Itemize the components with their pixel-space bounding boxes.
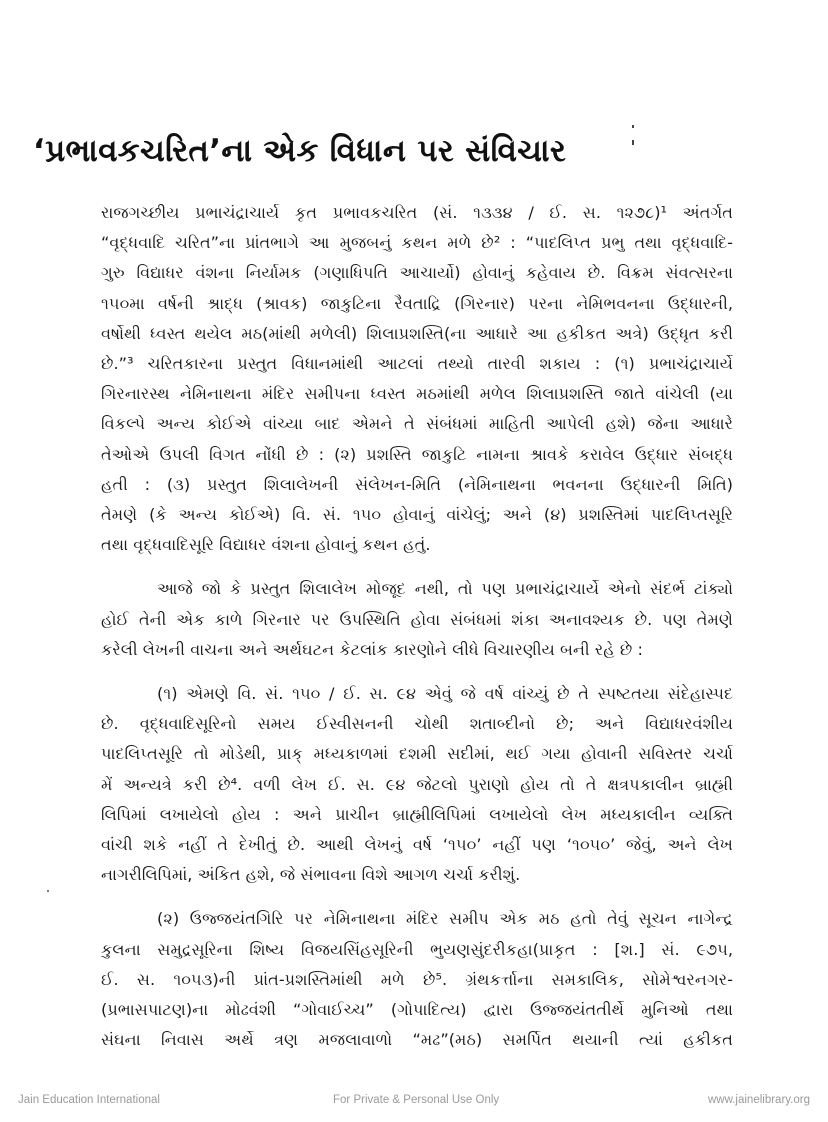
text-line: વિકલ્પે અન્ય કોઈએ વાંચ્યા બાદ એમને તે સંબંધમાં માહિતી આપેલી હશે) જેના આધારે	[101, 414, 733, 434]
paragraph-1	[101, 198, 733, 560]
text-line: ગિરનારસ્થ નેમિનાથના મંદિર સમીપના ધ્વસ્ત મઠમાંથી મળેલ શિલાપ્રશસ્તિ જાતે વાંચેલી (યા	[101, 384, 733, 404]
scan-speck	[632, 140, 634, 145]
text-line: તેમણે (કે અન્ય કોઈએ) વિ. સં. ૧૫૦ હોવાનું વાંચેલું; અને (૪) પ્રશસ્તિમાં પાદલિપ્તસૂરિ	[101, 505, 733, 525]
text-line: છે.”³ ચરિતકારના પ્રસ્તુત વિધાનમાંથી આટલાં તથ્યો તારવી શકાય : (૧) પ્રભાચંદ્રાચાર્યે	[101, 354, 733, 374]
text-line: વાંચી શકે નહીં તે દેખીતું છે. આથી લેખનું વર્ષ ‘૧૫૦’ નહીં પણ ‘૧૦૫૦’ જેવું, અને લેખ	[101, 835, 733, 855]
text-line: (પ્રભાસપાટણ)ના મોઢવંશી “ગોવાઈચ્ચ” (ગોપાદિત્ય) દ્વારા ઉજ્જયંતતીર્થે મુનિઓ તથા	[101, 1000, 733, 1020]
text-line: ૧૫૦મા વર્ષની શ્રાદ્ધ (શ્રાવક) જાકુટિના રૈવતાદ્રિ (ગિરનાર) પરના નેમિભવનના ઉદ્ધારની,	[101, 293, 733, 313]
text-line: તેઓએ ઉપલી વિગત નોંધી છે : (૨) પ્રશસ્તિ જાકુટિ નામના શ્રાવકે કરાવેલ ઉદ્ધાર સંબદ્ધ	[101, 444, 733, 464]
paragraph-3	[101, 679, 733, 890]
text-line: કુલના સમુદ્રસૂરિના શિષ્ય વિજયસિંહસૂરિની ભુયણસુંદરીકહા(પ્રાકૃત : [શ.] સં. ૯૭૫,	[101, 939, 733, 959]
text-line: તથા વૃદ્ધવાદિસૂરિ વિદ્યાધર વંશના હોવાનું કથન હતું.	[101, 535, 431, 555]
footer-website-link[interactable]: www.jainelibrary.org	[707, 1094, 810, 1106]
text-line: કરેલી લેખની વાચના અને અર્થઘટન કેટલાંક કારણોને લીધે વિચારણીય બની રહે છે :	[101, 639, 643, 659]
article-body	[101, 198, 733, 1055]
text-line: વર્ષોથી ધ્વસ્ત થયેલ મઠ(માંથી મળેલી) શિલાપ્રશસ્તિ(ના આધારે આ હકીકત અત્રે) ઉદ્ધૃત કરી	[101, 323, 733, 343]
text-line: આજે જો કે પ્રસ્તુત શિલાલેખ મોજૂદ નથી, તો પણ પ્રભાચંદ્રાચાર્યે એનો સંદર્ભ ટાંક્યો	[157, 579, 733, 599]
text-line: રાજગચ્છીય પ્રભાચંદ્રાચાર્ય કૃત પ્રભાવકચરિત (સં. ૧૩૩૪ / ઈ. સ. ૧૨૭૮)¹ અંતર્ગત	[101, 203, 733, 222]
text-line: નાગરીલિપિમાં, અંકિત હશે, જે સંભાવના વિશે આગળ ચર્ચા કરીશું.	[101, 865, 521, 885]
footer-usage-notice: For Private & Personal Use Only	[333, 1094, 500, 1106]
text-line: “વૃદ્ધવાદિ ચરિત”ના પ્રાંતભાગે આ મુજબનું કથન મળે છે² : “પાદલિપ્ત પ્રભુ તથા વૃદ્ધવાદિ-	[101, 233, 733, 253]
paragraph-2	[101, 574, 733, 665]
text-line: હતી : (૩) પ્રસ્તુત શિલાલેખની સંલેખન-મિતિ (નેમિનાથના ભવનના ઉદ્ધારની મિતિ)	[101, 474, 733, 494]
text-line: લિપિમાં લખાયેલો હોય : અને પ્રાચીન બ્રાહ્મીલિપિમાં લખાયેલો લેખ મધ્યકાલીન વ્યક્તિ	[101, 804, 733, 824]
paragraph-4	[101, 904, 733, 1055]
text-line: ગુરુ વિદ્યાધર વંશના નિર્યામક (ગણાધિપતિ આચાર્યો) હોવાનું કહેવાય છે. વિક્રમ સંવત્સરના	[101, 263, 733, 283]
text-line: સંઘના નિવાસ અર્થે ત્રણ મજલાવાળો “મઢ”(મઠ) સમર્પિત થયાની ત્યાં હકીકત	[101, 1030, 733, 1050]
text-line: પાદલિપ્તસૂરિ તો મોડેથી, પ્રાક્ મધ્યકાળમાં દશમી સદીમાં, થઈ ગયા હોવાની સવિસ્તર ચર્ચા	[101, 744, 733, 764]
text-line: ઈ. સ. ૧૦૫૩)ની પ્રાંત-પ્રશસ્તિમાંથી મળે છે⁵. ગ્રંથકર્ત્તાના સમકાલિક, સોમેશ્વરનગર-	[101, 969, 733, 989]
page-title: ‘પ્રભાવકચરિત’ના એક વિધાન પર સંવિચાર	[33, 132, 567, 169]
text-line: મેં અન્યત્રે કરી છે⁴. વળી લેખ ઈ. સ. ૯૪ જેટલો પુરાણો હોય તો તે ક્ષત્રપકાલીન બ્રાહ્મી	[101, 774, 733, 794]
scan-speck	[632, 125, 634, 128]
text-line: છે. વૃદ્ધવાદિસૂરિનો સમય ઈસ્વીસનની ચોથી શતાબ્દીનો છે; અને વિદ્યાધરવંશીય	[101, 714, 733, 734]
page-footer	[0, 1094, 828, 1114]
footer-publisher: Jain Education International	[18, 1094, 160, 1106]
text-line: (૨) ઉજ્જયંતગિરિ પર નેમિનાથના મંદિર સમીપ એક મઠ હતો તેવું સૂચન નાગેન્દ્ર	[157, 909, 733, 929]
scan-speck	[47, 890, 49, 892]
text-line: (૧) એમણે વિ. સં. ૧૫૦ / ઈ. સ. ૯૪ એવું જે વર્ષ વાંચ્યું છે તે સ્પષ્ટતયા સંદેહાસ્પદ	[157, 684, 733, 704]
text-line: હોઈ તેની એક કાળે ગિરનાર પર ઉપસ્થિતિ હોવા સંબંધમાં શંકા અનાવશ્યક છે. પણ તેમણે	[101, 609, 733, 629]
